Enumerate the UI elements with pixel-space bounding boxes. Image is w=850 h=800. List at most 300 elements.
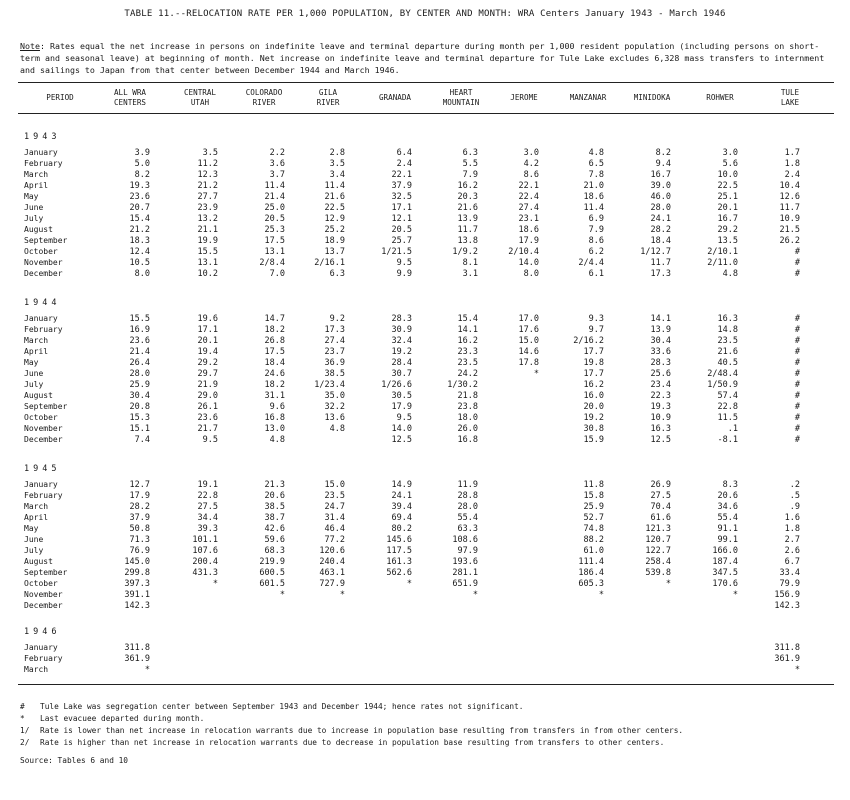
table-cell: 15.9 bbox=[583, 435, 604, 445]
table-cell: 600.5 bbox=[259, 568, 285, 578]
table-cell: 29.7 bbox=[197, 369, 218, 379]
table-cell: 8.0 bbox=[134, 269, 150, 279]
table-cell: 8.0 bbox=[523, 269, 539, 279]
year-label: 1943 bbox=[24, 132, 61, 142]
table-cell: 19.4 bbox=[197, 347, 218, 357]
table-cell: 25.9 bbox=[129, 380, 150, 390]
table-cell: 22.4 bbox=[518, 192, 539, 202]
table-cell: 101.1 bbox=[192, 535, 218, 545]
table-cell: 29.2 bbox=[717, 225, 738, 235]
table-cell: 145.0 bbox=[124, 557, 150, 567]
month-label: May bbox=[24, 358, 39, 367]
table-cell: 9.5 bbox=[396, 413, 412, 423]
table-cell: 19.3 bbox=[129, 181, 150, 191]
table-cell: # bbox=[794, 369, 800, 379]
month-label: March bbox=[24, 170, 49, 179]
table-cell: 11.7 bbox=[650, 258, 671, 268]
month-label: July bbox=[24, 546, 44, 555]
table-cell: 9.4 bbox=[655, 159, 671, 169]
table-cell: 15.0 bbox=[518, 336, 539, 346]
table-cell: 21.0 bbox=[583, 181, 604, 191]
table-cell: 347.5 bbox=[712, 568, 738, 578]
table-cell: 463.1 bbox=[319, 568, 345, 578]
column-header-line1: PERIOD bbox=[46, 93, 74, 102]
table-cell: 26.8 bbox=[264, 336, 285, 346]
table-cell: 539.8 bbox=[645, 568, 671, 578]
table-cell: 17.9 bbox=[391, 402, 412, 412]
table-cell: 61.6 bbox=[650, 513, 671, 523]
table-cell: # bbox=[794, 258, 800, 268]
table-cell: 30.7 bbox=[391, 369, 412, 379]
table-cell: 17.3 bbox=[650, 269, 671, 279]
table-title: TABLE 11.--RELOCATION RATE PER 1,000 POPULATION, BY CENTER AND MONTH: WRA Centers January 1943 - March 1946 bbox=[124, 9, 726, 19]
table-cell: 37.9 bbox=[391, 181, 412, 191]
column-header-line1: ROHWER bbox=[706, 93, 734, 102]
footnote-symbol: # bbox=[20, 702, 25, 711]
table-cell: 63.3 bbox=[457, 524, 478, 534]
table-cell: 120.6 bbox=[319, 546, 345, 556]
table-cell: 17.7 bbox=[583, 369, 604, 379]
table-cell: 6.5 bbox=[588, 159, 604, 169]
table-cell: 2/10.1 bbox=[707, 247, 738, 257]
table-cell: # bbox=[794, 314, 800, 324]
month-label: November bbox=[24, 258, 63, 267]
table-cell: 12.1 bbox=[391, 214, 412, 224]
table-cell: 61.0 bbox=[583, 546, 604, 556]
footnote-symbol: * bbox=[20, 714, 25, 723]
table-cell: 23.1 bbox=[518, 214, 539, 224]
table-cell: 161.3 bbox=[386, 557, 412, 567]
table-cell: 20.0 bbox=[583, 402, 604, 412]
table-cell: 17.1 bbox=[391, 203, 412, 213]
table-cell: 22.8 bbox=[717, 402, 738, 412]
table-cell: 21.2 bbox=[197, 181, 218, 191]
table-cell: 219.9 bbox=[259, 557, 285, 567]
table-cell: 13.9 bbox=[457, 214, 478, 224]
table-cell: 40.5 bbox=[717, 358, 738, 368]
table-cell: 27.5 bbox=[197, 502, 218, 512]
table-cell: 7.8 bbox=[588, 170, 604, 180]
table-cell: 107.6 bbox=[192, 546, 218, 556]
table-cell: 16.3 bbox=[717, 314, 738, 324]
table-cell: 20.8 bbox=[129, 402, 150, 412]
month-label: August bbox=[24, 557, 53, 566]
table-cell: 6.1 bbox=[588, 269, 604, 279]
month-label: February bbox=[24, 325, 63, 334]
table-cell: 20.6 bbox=[717, 491, 738, 501]
table-cell: 145.6 bbox=[386, 535, 412, 545]
table-cell: 32.4 bbox=[391, 336, 412, 346]
table-cell: 8.2 bbox=[134, 170, 150, 180]
table-cell: 651.9 bbox=[452, 579, 478, 589]
table-cell: 431.3 bbox=[192, 568, 218, 578]
table-cell: 26.1 bbox=[197, 402, 218, 412]
table-cell: 8.2 bbox=[655, 148, 671, 158]
table-cell: 1/30.2 bbox=[447, 380, 478, 390]
table-cell: # bbox=[794, 424, 800, 434]
table-cell: 24.1 bbox=[391, 491, 412, 501]
table-cell: 2/10.4 bbox=[508, 247, 539, 257]
footnote-symbol: 1/ bbox=[20, 726, 30, 735]
table-cell: -8.1 bbox=[717, 435, 738, 445]
table-cell: 3.0 bbox=[722, 148, 738, 158]
table-cell: 14.0 bbox=[391, 424, 412, 434]
table-cell: 18.0 bbox=[457, 413, 478, 423]
table-cell: 4.8 bbox=[329, 424, 345, 434]
column-header-line2: LAKE bbox=[780, 97, 800, 107]
table-cell: 22.1 bbox=[518, 181, 539, 191]
table-cell: 19.8 bbox=[583, 358, 604, 368]
month-label: February bbox=[24, 654, 63, 663]
table-cell: 8.1 bbox=[462, 258, 478, 268]
table-cell: 166.0 bbox=[712, 546, 738, 556]
table-cell: 12.9 bbox=[324, 214, 345, 224]
table-cell: 13.7 bbox=[324, 247, 345, 257]
table-cell: 15.4 bbox=[457, 314, 478, 324]
table-cell: 11.4 bbox=[264, 181, 285, 191]
table-cell: 17.9 bbox=[129, 491, 150, 501]
table-cell: 11.4 bbox=[583, 203, 604, 213]
table-cell: 2.6 bbox=[784, 546, 800, 556]
table-cell: 38.7 bbox=[264, 513, 285, 523]
table-cell: 200.4 bbox=[192, 557, 218, 567]
table-cell: 25.3 bbox=[264, 225, 285, 235]
table-cell: 30.4 bbox=[650, 336, 671, 346]
month-label: May bbox=[24, 524, 39, 533]
table-cell: 9.5 bbox=[202, 435, 218, 445]
year-label: 1945 bbox=[24, 464, 61, 474]
table-cell: * bbox=[533, 369, 539, 379]
table-cell: 10.0 bbox=[717, 170, 738, 180]
table-cell: 19.2 bbox=[391, 347, 412, 357]
table-cell: 17.9 bbox=[518, 236, 539, 246]
table-cell: 24.6 bbox=[264, 369, 285, 379]
table-cell: 28.0 bbox=[457, 502, 478, 512]
table-cell: 2/11.0 bbox=[707, 258, 738, 268]
table-cell: 21.6 bbox=[324, 192, 345, 202]
table-cell: 299.8 bbox=[124, 568, 150, 578]
table-cell: * bbox=[665, 579, 671, 589]
table-cell: 23.5 bbox=[324, 491, 345, 501]
bottom-rule bbox=[18, 684, 834, 685]
table-cell: 32.5 bbox=[391, 192, 412, 202]
table-cell: 18.2 bbox=[264, 380, 285, 390]
table-cell: 17.5 bbox=[264, 347, 285, 357]
table-cell: 21.7 bbox=[197, 424, 218, 434]
table-cell: 91.1 bbox=[717, 524, 738, 534]
table-cell: 13.1 bbox=[197, 258, 218, 268]
table-cell: 108.6 bbox=[452, 535, 478, 545]
table-cell: 31.1 bbox=[264, 391, 285, 401]
month-label: December bbox=[24, 269, 63, 278]
table-cell: * bbox=[794, 665, 800, 675]
table-cell: 21.6 bbox=[457, 203, 478, 213]
table-cell: 10.5 bbox=[129, 258, 150, 268]
table-cell: 20.7 bbox=[129, 203, 150, 213]
table-cell: 13.1 bbox=[264, 247, 285, 257]
column-header-line1: GILA bbox=[318, 88, 338, 97]
table-cell: 1.8 bbox=[784, 524, 800, 534]
table-cell: 68.3 bbox=[264, 546, 285, 556]
table-cell: 27.4 bbox=[324, 336, 345, 346]
table-cell: 18.6 bbox=[518, 225, 539, 235]
table-cell: 727.9 bbox=[319, 579, 345, 589]
table-cell: 23.6 bbox=[129, 192, 150, 202]
table-cell: 2/16.1 bbox=[314, 258, 345, 268]
table-cell: 2/48.4 bbox=[707, 369, 738, 379]
table-cell: 17.5 bbox=[264, 236, 285, 246]
table-cell: 22.1 bbox=[391, 170, 412, 180]
table-cell: 24.1 bbox=[650, 214, 671, 224]
table-cell: 31.4 bbox=[324, 513, 345, 523]
table-cell: # bbox=[794, 347, 800, 357]
month-label: January bbox=[24, 643, 58, 652]
table-cell: 42.6 bbox=[264, 524, 285, 534]
table-cell: 71.3 bbox=[129, 535, 150, 545]
footnote-text: Rate is higher than net increase in relocation warrants due to decrease in population base resulting from transfers to other centers. bbox=[40, 738, 665, 747]
table-cell: 30.5 bbox=[391, 391, 412, 401]
table-cell: 16.8 bbox=[264, 413, 285, 423]
table-cell: 3.5 bbox=[329, 159, 345, 169]
table-cell: 4.2 bbox=[523, 159, 539, 169]
table-cell: 38.5 bbox=[324, 369, 345, 379]
table-cell: 9.7 bbox=[588, 325, 604, 335]
table-cell: 32.2 bbox=[324, 402, 345, 412]
table-cell: 11.5 bbox=[717, 413, 738, 423]
table-cell: 4.8 bbox=[722, 269, 738, 279]
table-cell: 142.3 bbox=[774, 601, 800, 611]
table-cell: 170.6 bbox=[712, 579, 738, 589]
table-cell: .9 bbox=[789, 502, 800, 512]
table-cell: 15.3 bbox=[129, 413, 150, 423]
table-cell: 3.9 bbox=[134, 148, 150, 158]
table-cell: 1.7 bbox=[784, 148, 800, 158]
column-header-line1: CENTRAL bbox=[183, 88, 216, 97]
month-label: April bbox=[24, 513, 49, 522]
table-cell: 22.8 bbox=[197, 491, 218, 501]
column-header-line1: JEROME bbox=[510, 93, 538, 102]
table-cell: 39.0 bbox=[650, 181, 671, 191]
table-cell: 26.4 bbox=[129, 358, 150, 368]
table-cell: 27.5 bbox=[650, 491, 671, 501]
table-cell: 19.3 bbox=[650, 402, 671, 412]
table-cell: 2/8.4 bbox=[259, 258, 285, 268]
table-cell: 20.5 bbox=[264, 214, 285, 224]
month-label: April bbox=[24, 347, 49, 356]
table-cell: 397.3 bbox=[124, 579, 150, 589]
table-cell: 5.5 bbox=[462, 159, 478, 169]
month-label: June bbox=[24, 369, 44, 378]
month-label: July bbox=[24, 380, 44, 389]
table-cell: 59.6 bbox=[264, 535, 285, 545]
table-cell: 10.2 bbox=[197, 269, 218, 279]
table-cell: 28.3 bbox=[391, 314, 412, 324]
table-cell: 97.9 bbox=[457, 546, 478, 556]
table-cell: 1/26.6 bbox=[381, 380, 412, 390]
table-cell: .1 bbox=[727, 424, 738, 434]
table-cell: 11.2 bbox=[197, 159, 218, 169]
month-label: December bbox=[24, 601, 63, 610]
table-cell: 6.4 bbox=[396, 148, 412, 158]
table-cell: 240.4 bbox=[319, 557, 345, 567]
table-cell: 14.9 bbox=[391, 480, 412, 490]
footnote bbox=[20, 714, 820, 725]
table-cell: 2.2 bbox=[269, 148, 285, 158]
table-cell: 11.7 bbox=[457, 225, 478, 235]
table-cell: 15.5 bbox=[197, 247, 218, 257]
table-cell: 142.3 bbox=[124, 601, 150, 611]
month-label: March bbox=[24, 502, 49, 511]
table-cell: 35.0 bbox=[324, 391, 345, 401]
table-cell: 311.8 bbox=[124, 643, 150, 653]
column-header-line1: HEART bbox=[449, 88, 473, 97]
table-cell: 1.8 bbox=[784, 159, 800, 169]
table-cell: 23.8 bbox=[457, 402, 478, 412]
table-cell: 16.2 bbox=[583, 380, 604, 390]
table-cell: 21.4 bbox=[264, 192, 285, 202]
header-rule bbox=[18, 113, 834, 114]
column-header bbox=[20, 93, 100, 103]
table-cell: 9.5 bbox=[396, 258, 412, 268]
table-cell: 1/21.5 bbox=[381, 247, 412, 257]
table-cell: 18.6 bbox=[583, 192, 604, 202]
table-cell: 1/12.7 bbox=[640, 247, 671, 257]
table-cell: 28.2 bbox=[129, 502, 150, 512]
table-cell: # bbox=[794, 269, 800, 279]
table-cell: 14.0 bbox=[518, 258, 539, 268]
month-label: February bbox=[24, 159, 63, 168]
table-cell: 14.1 bbox=[457, 325, 478, 335]
table-cell: 1/23.4 bbox=[314, 380, 345, 390]
table-cell: 39.4 bbox=[391, 502, 412, 512]
table-cell: 28.8 bbox=[457, 491, 478, 501]
table-cell: 3.4 bbox=[329, 170, 345, 180]
table-cell: 11.8 bbox=[583, 480, 604, 490]
table-cell: 16.0 bbox=[583, 391, 604, 401]
month-label: October bbox=[24, 413, 58, 422]
table-cell: 17.8 bbox=[518, 358, 539, 368]
table-cell: 15.8 bbox=[583, 491, 604, 501]
table-cell: 24.7 bbox=[324, 502, 345, 512]
column-header-line2: CENTERS bbox=[113, 97, 146, 107]
table-cell: 4.8 bbox=[269, 435, 285, 445]
month-label: August bbox=[24, 391, 53, 400]
table-cell: 2.8 bbox=[329, 148, 345, 158]
table-cell: 22.5 bbox=[717, 181, 738, 191]
table-cell: 21.4 bbox=[129, 347, 150, 357]
table-cell: 18.4 bbox=[264, 358, 285, 368]
table-cell: 38.5 bbox=[264, 502, 285, 512]
table-cell: 2.7 bbox=[784, 535, 800, 545]
table-cell: 2.4 bbox=[396, 159, 412, 169]
table-cell: 21.3 bbox=[264, 480, 285, 490]
column-header-line1: MINIDOKA bbox=[633, 93, 671, 102]
table-cell: 19.2 bbox=[583, 413, 604, 423]
table-cell: 120.7 bbox=[645, 535, 671, 545]
table-cell: 7.4 bbox=[134, 435, 150, 445]
table-cell: 46.4 bbox=[324, 524, 345, 534]
table-cell: 16.7 bbox=[650, 170, 671, 180]
table-cell: 25.1 bbox=[717, 192, 738, 202]
month-label: February bbox=[24, 491, 63, 500]
table-cell: 5.0 bbox=[134, 159, 150, 169]
table-cell: 156.9 bbox=[774, 590, 800, 600]
table-cell: 361.9 bbox=[774, 654, 800, 664]
table-cell: 6.3 bbox=[329, 269, 345, 279]
table-cell: 1/9.2 bbox=[452, 247, 478, 257]
table-cell: 29.2 bbox=[197, 358, 218, 368]
month-label: November bbox=[24, 424, 63, 433]
table-cell: 18.3 bbox=[129, 236, 150, 246]
month-label: March bbox=[24, 665, 49, 674]
table-cell: 6.2 bbox=[588, 247, 604, 257]
table-cell: 17.3 bbox=[324, 325, 345, 335]
column-header bbox=[680, 93, 760, 103]
table-cell: 88.2 bbox=[583, 535, 604, 545]
table-cell: 23.7 bbox=[324, 347, 345, 357]
table-cell: 18.9 bbox=[324, 236, 345, 246]
table-cell: 57.4 bbox=[717, 391, 738, 401]
table-cell: 22.5 bbox=[324, 203, 345, 213]
table-cell: 2/16.2 bbox=[573, 336, 604, 346]
table-cell: * bbox=[472, 590, 478, 600]
table-cell: 28.0 bbox=[129, 369, 150, 379]
table-note bbox=[20, 40, 835, 76]
month-label: May bbox=[24, 192, 39, 201]
table-cell: 37.9 bbox=[129, 513, 150, 523]
month-label: December bbox=[24, 435, 63, 444]
table-cell: 19.9 bbox=[197, 236, 218, 246]
table-cell: 11.7 bbox=[779, 203, 800, 213]
year-label: 1944 bbox=[24, 298, 61, 308]
table-cell: # bbox=[794, 391, 800, 401]
table-cell: .5 bbox=[789, 491, 800, 501]
table-cell: 17.7 bbox=[583, 347, 604, 357]
table-cell: 4.8 bbox=[588, 148, 604, 158]
table-cell: 16.7 bbox=[717, 214, 738, 224]
table-cell: 34.4 bbox=[197, 513, 218, 523]
table-cell: 15.4 bbox=[129, 214, 150, 224]
column-header-line1: TULE bbox=[780, 88, 800, 97]
table-cell: 79.9 bbox=[779, 579, 800, 589]
table-cell: 13.8 bbox=[457, 236, 478, 246]
note-text: : Rates equal the net increase in persons on indefinite leave and terminal departure during month per 1,000 resident population (including persons on short-term and seasonal leave) at beginning of month. Net increase on indefinite leave and terminal departure for Tule Lake excludes 6,328 mass transfers to internment and sailings to Japan from that center between December 1944 and March 1946. bbox=[20, 41, 825, 75]
table-cell: 23.4 bbox=[650, 380, 671, 390]
table-cell: 34.6 bbox=[717, 502, 738, 512]
table-cell: * bbox=[732, 590, 738, 600]
table-cell: 3.5 bbox=[202, 148, 218, 158]
table-cell: 30.4 bbox=[129, 391, 150, 401]
table-cell: 20.1 bbox=[717, 203, 738, 213]
table-cell: 26.0 bbox=[457, 424, 478, 434]
table-cell: 15.1 bbox=[129, 424, 150, 434]
table-cell: 5.6 bbox=[722, 159, 738, 169]
month-label: September bbox=[24, 402, 68, 411]
table-cell: 10.9 bbox=[650, 413, 671, 423]
table-cell: 13.5 bbox=[717, 236, 738, 246]
table-cell: 28.2 bbox=[650, 225, 671, 235]
table-cell: # bbox=[794, 413, 800, 423]
table-cell: 17.6 bbox=[518, 325, 539, 335]
footnote-text: Last evacuee departed during month. bbox=[40, 714, 205, 723]
table-cell: 12.7 bbox=[129, 480, 150, 490]
table-cell: 69.4 bbox=[391, 513, 412, 523]
table-cell: 8.6 bbox=[588, 236, 604, 246]
table-cell: 22.3 bbox=[650, 391, 671, 401]
month-label: November bbox=[24, 590, 63, 599]
table-cell: 76.9 bbox=[129, 546, 150, 556]
table-cell: 3.1 bbox=[462, 269, 478, 279]
